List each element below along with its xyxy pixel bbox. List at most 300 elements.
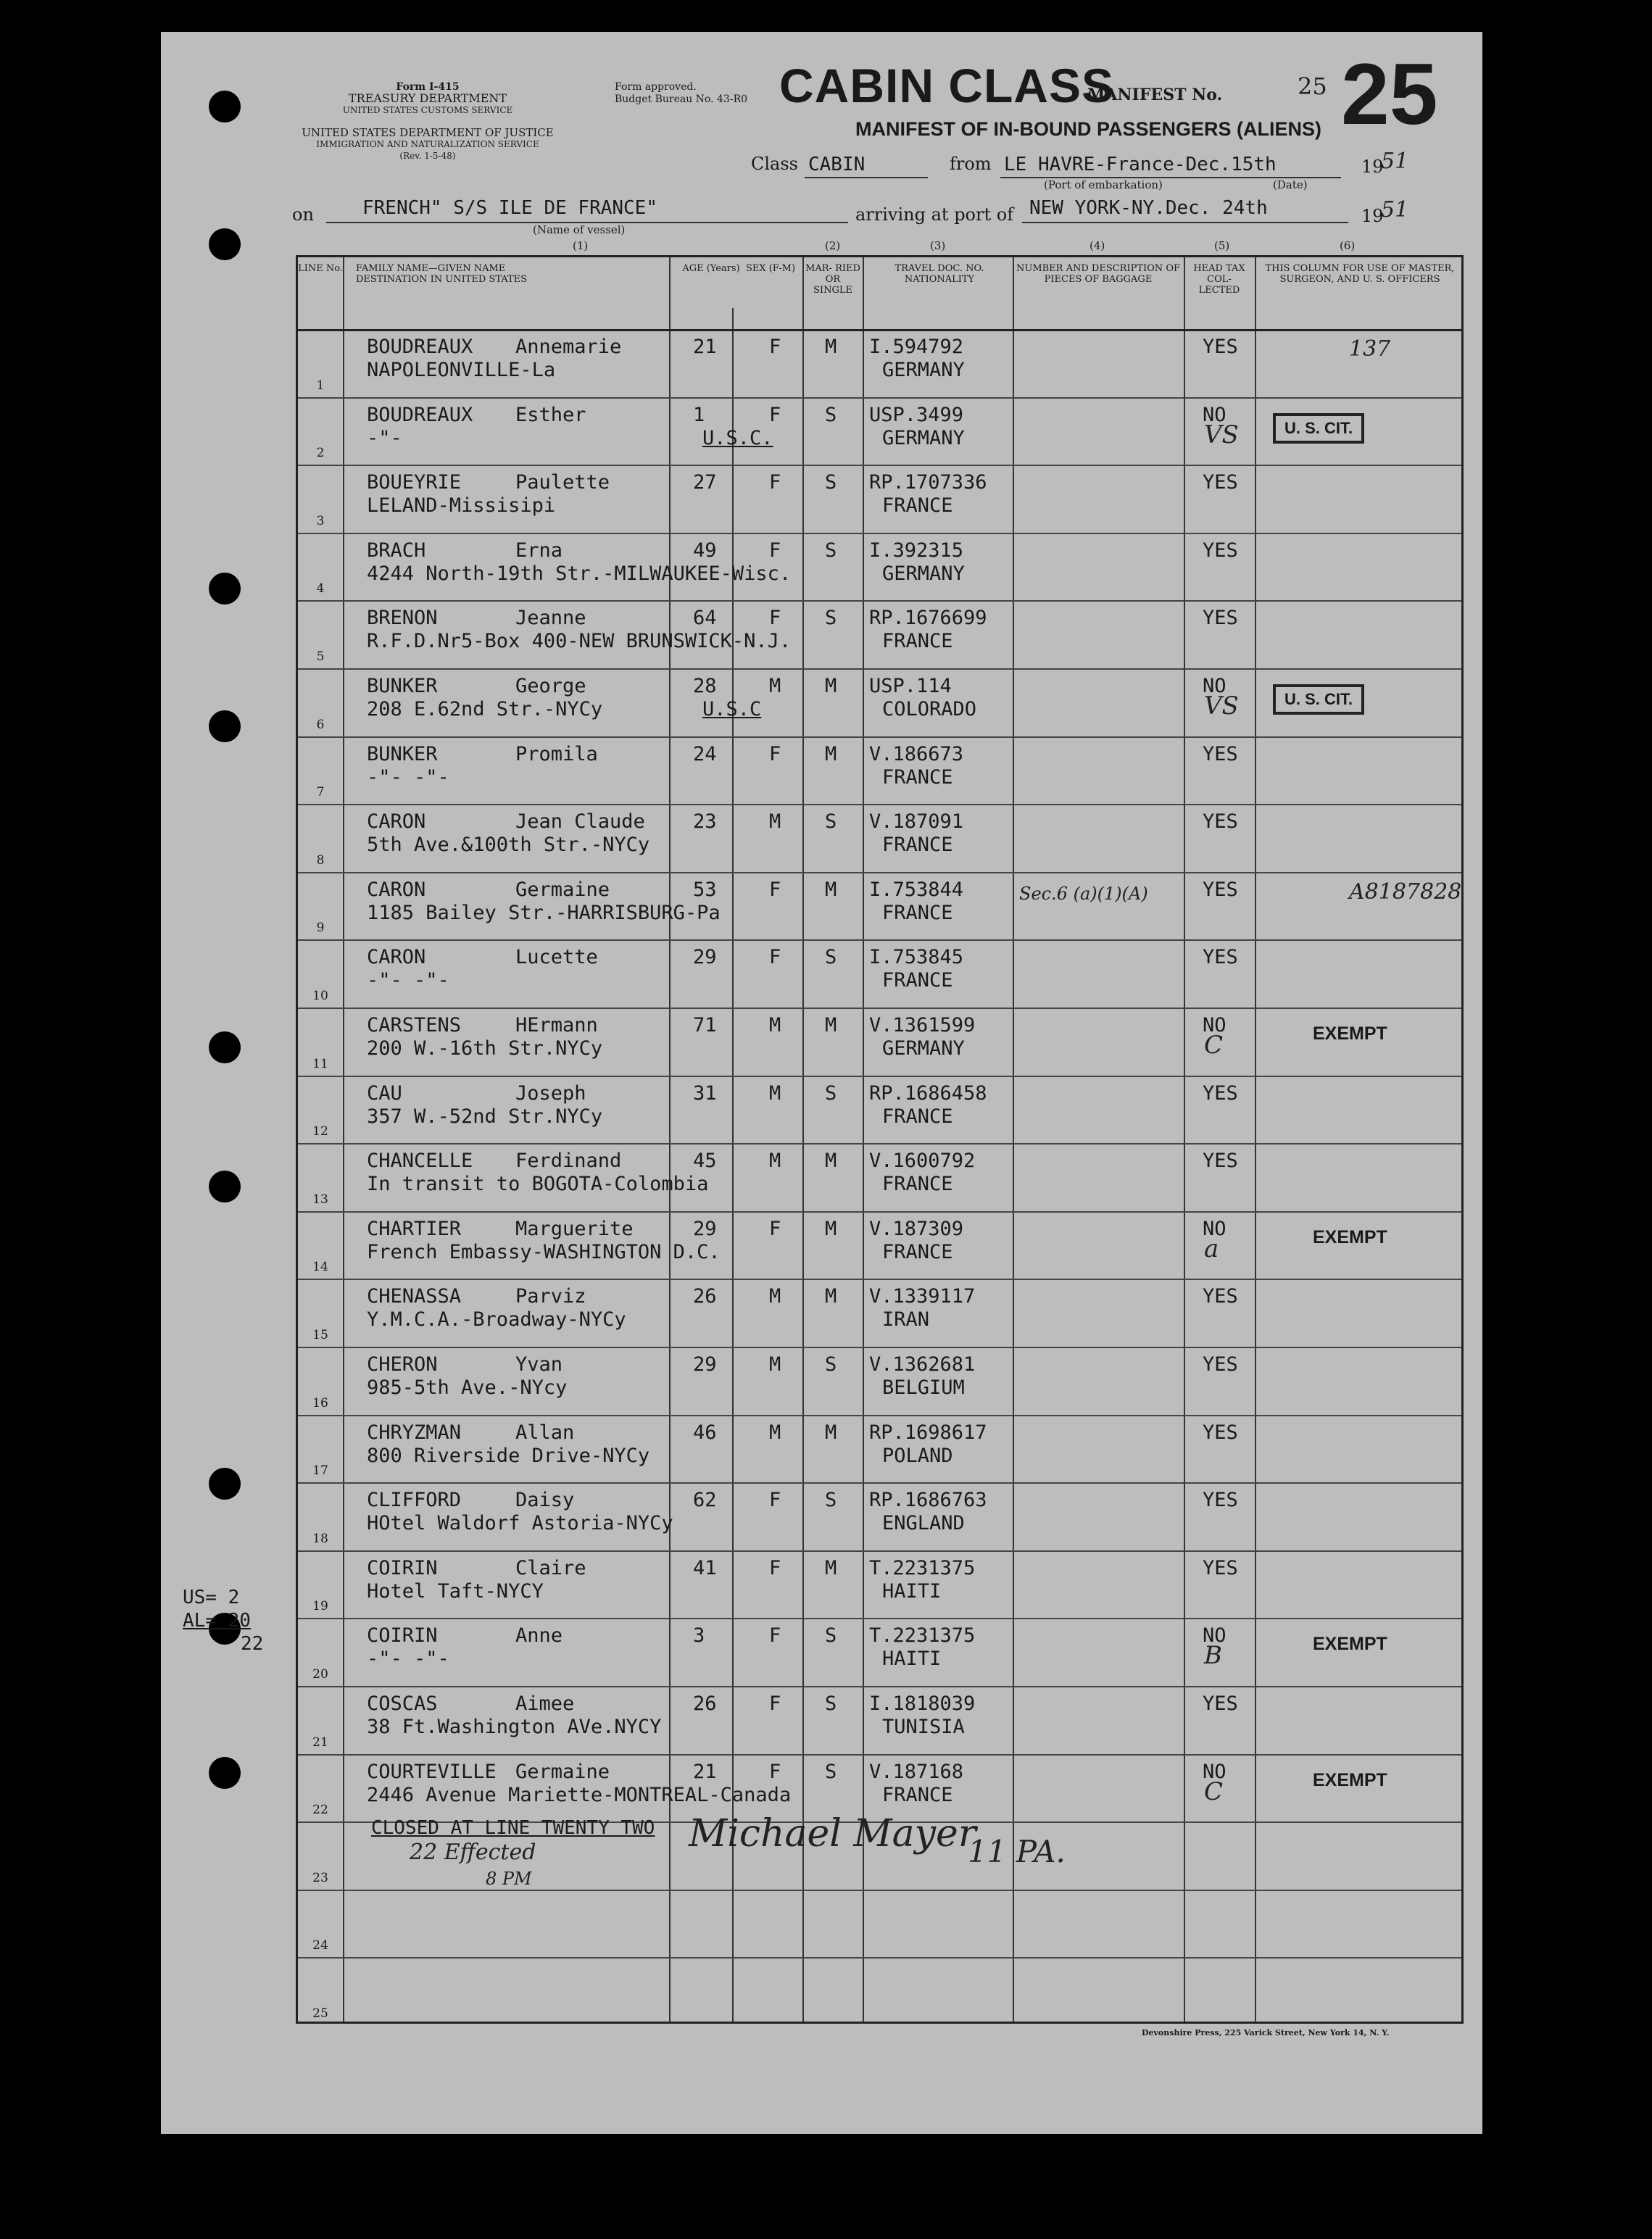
- marital-status: M: [825, 1217, 837, 1240]
- age: 21: [693, 336, 717, 358]
- line-number: 22: [312, 1803, 328, 1818]
- embarkation: LE HAVRE-France-Dec.15th: [1004, 154, 1277, 175]
- col-header-travel: TRAVEL DOC. NO. NATIONALITY: [895, 263, 984, 285]
- age: 23: [693, 810, 717, 834]
- family-name: CHENASSA: [367, 1285, 462, 1308]
- row-divider: [298, 533, 1461, 534]
- given-name: Joseph: [515, 1081, 586, 1105]
- vessel-caption: (Name of vessel): [533, 223, 626, 236]
- travel-doc: V.187168: [869, 1760, 964, 1783]
- travel-doc: RP.1698617: [869, 1421, 987, 1444]
- closing-time-handwritten: 8 PM: [486, 1869, 532, 1889]
- line-number: 4: [316, 581, 325, 597]
- sex: M: [769, 675, 781, 697]
- tally-total: 22: [241, 1633, 264, 1655]
- line-number: 24: [312, 1938, 328, 1953]
- line-number: 8: [316, 852, 325, 868]
- from-label: from: [950, 154, 992, 174]
- marital-status: M: [825, 1421, 837, 1444]
- family-name: CARSTENS: [367, 1014, 462, 1037]
- punch-hole: [209, 1171, 241, 1202]
- given-name: Lucette: [515, 946, 598, 969]
- punch-hole: [209, 228, 241, 260]
- nationality: GERMANY: [882, 1037, 965, 1060]
- nationality: FRANCE: [882, 1240, 953, 1263]
- given-name: Ferdinand: [515, 1150, 622, 1173]
- head-tax: YES: [1203, 878, 1238, 901]
- family-name: CARON: [367, 810, 426, 834]
- officer-signature: Michael Mayer: [689, 1812, 976, 1856]
- family-name: CHERON: [367, 1353, 438, 1376]
- marital-status: M: [825, 742, 837, 765]
- tax-handwritten-mark: a: [1204, 1234, 1219, 1263]
- class-underline: [805, 177, 928, 178]
- head-tax: YES: [1203, 1421, 1238, 1444]
- form-header-left: [290, 81, 565, 116]
- given-name: Erna: [515, 539, 563, 562]
- head-tax: YES: [1203, 1692, 1238, 1715]
- sex: M: [769, 1285, 781, 1308]
- destination: 38 Ft.Washington AVe.NYCY: [367, 1716, 662, 1738]
- nationality: HAITI: [882, 1648, 942, 1671]
- col-number-4: (4): [1089, 239, 1105, 252]
- row-divider: [298, 1415, 1461, 1416]
- travel-doc: T.2231375: [869, 1624, 976, 1648]
- nationality: BELGIUM: [882, 1376, 965, 1399]
- family-name: COIRIN: [367, 1556, 438, 1579]
- marital-status: S: [825, 1081, 837, 1105]
- family-name: CHRYZMAN: [367, 1421, 462, 1444]
- destination: Y.M.C.A.-Broadway-NYCy: [367, 1308, 626, 1332]
- nationality: ENGLAND: [882, 1512, 965, 1535]
- travel-doc: V.1600792: [869, 1150, 976, 1173]
- row-divider: [298, 465, 1461, 466]
- head-tax: YES: [1203, 1081, 1238, 1105]
- head-tax: NO: [1203, 1760, 1226, 1783]
- year-prefix: 19: [1361, 157, 1384, 177]
- age: 21: [693, 1760, 717, 1783]
- exempt-stamp: EXEMPT: [1313, 1023, 1387, 1044]
- destination: 2446 Avenue Mariette-MONTREAL-Canada: [367, 1783, 792, 1806]
- family-name: BOUEYRIE: [367, 471, 462, 494]
- col-header-age: AGE (Years): [682, 263, 740, 274]
- row-divider: [298, 1754, 1461, 1756]
- sex: F: [769, 1760, 781, 1783]
- line-number: 7: [316, 785, 325, 800]
- family-name: BOUDREAUX: [367, 336, 473, 358]
- age: 31: [693, 1081, 717, 1105]
- row-divider: [298, 939, 1461, 941]
- vessel-name: FRENCH" S/S ILE DE FRANCE": [362, 197, 657, 219]
- marital-status: S: [825, 539, 837, 562]
- form-approved: Form approved.: [615, 81, 697, 93]
- nationality: GERMANY: [882, 426, 965, 449]
- row-divider: [298, 1143, 1461, 1145]
- line-number: 6: [316, 717, 325, 732]
- sex: M: [769, 1421, 781, 1444]
- given-name: Paulette: [515, 471, 610, 494]
- travel-doc: I.392315: [869, 539, 964, 562]
- nationality: FRANCE: [882, 969, 953, 992]
- tally-aliens: AL= 20: [183, 1610, 251, 1632]
- age: 29: [693, 1353, 717, 1376]
- marital-status: S: [825, 607, 837, 630]
- marital-status: M: [825, 336, 837, 358]
- nationality: HAITI: [882, 1579, 942, 1603]
- row-divider: [298, 1957, 1461, 1958]
- destination: 1185 Bailey Str.-HARRISBURG-Pa: [367, 901, 721, 924]
- punch-hole: [209, 91, 241, 122]
- destination: LELAND-Missisipi: [367, 494, 556, 518]
- port-caption: (Port of embarkation): [1044, 178, 1163, 191]
- head-tax: YES: [1203, 1150, 1238, 1173]
- officer-note: A8187828: [1349, 878, 1462, 905]
- family-name: CAU: [367, 1081, 402, 1105]
- given-name: Esther: [515, 403, 586, 426]
- marital-status: M: [825, 1150, 837, 1173]
- line-number: 23: [312, 1870, 328, 1885]
- destination: In transit to BOGOTA-Colombia: [367, 1173, 709, 1196]
- head-tax: YES: [1203, 1353, 1238, 1376]
- officer-initials: 11 PA.: [968, 1834, 1066, 1869]
- age: 71: [693, 1014, 717, 1037]
- year-handwritten: 51: [1381, 149, 1409, 174]
- given-name: Anne: [515, 1624, 563, 1648]
- family-name: CARON: [367, 878, 426, 901]
- nationality: FRANCE: [882, 494, 953, 518]
- line-number: 1: [316, 378, 325, 393]
- family-name: CHANCELLE: [367, 1150, 473, 1173]
- row-divider: [298, 1279, 1461, 1280]
- nationality: FRANCE: [882, 765, 953, 789]
- age: 28: [693, 675, 717, 697]
- col-number-2: (2): [825, 239, 841, 252]
- line-number: 25: [312, 2006, 328, 2021]
- nationality: TUNISIA: [882, 1716, 965, 1738]
- head-tax: YES: [1203, 742, 1238, 765]
- destination: HOtel Waldorf Astoria-NYCy: [367, 1512, 673, 1535]
- head-tax: NO: [1203, 675, 1226, 697]
- row-divider: [298, 397, 1461, 399]
- tax-handwritten-mark: C: [1204, 1777, 1224, 1806]
- marital-status: S: [825, 1489, 837, 1512]
- sex: F: [769, 1489, 781, 1512]
- family-name: BRACH: [367, 539, 426, 562]
- line-number: 18: [312, 1531, 328, 1546]
- age: 53: [693, 878, 717, 901]
- sex: M: [769, 810, 781, 834]
- row-divider: [298, 1482, 1461, 1484]
- marital-status: M: [825, 1285, 837, 1308]
- marital-status: S: [825, 1692, 837, 1715]
- family-name: BUNKER: [367, 742, 438, 765]
- exempt-stamp: EXEMPT: [1313, 1634, 1387, 1655]
- year-prefix-2: 19: [1361, 206, 1384, 226]
- customs-service: UNITED STATES CUSTOMS SERVICE: [342, 105, 513, 115]
- destination: 357 W.-52nd Str.NYCy: [367, 1105, 603, 1128]
- family-name: COIRIN: [367, 1624, 438, 1648]
- col-header-line: LINE No.: [298, 263, 343, 274]
- punch-hole: [209, 1757, 241, 1789]
- tax-handwritten-mark: VS: [1204, 691, 1239, 720]
- line-number: 15: [312, 1328, 328, 1342]
- manifest-subtitle: MANIFEST OF IN-BOUND PASSENGERS (ALIENS): [855, 118, 1322, 140]
- age: 41: [693, 1556, 717, 1579]
- marital-status: S: [825, 1760, 837, 1783]
- punch-hole: [209, 573, 241, 605]
- head-tax: YES: [1203, 946, 1238, 969]
- date-caption: (Date): [1273, 178, 1308, 191]
- head-tax: NO: [1203, 403, 1226, 426]
- class-label: Class: [751, 154, 798, 174]
- year-handwritten-2: 51: [1381, 197, 1409, 223]
- tax-handwritten-mark: C: [1204, 1031, 1224, 1060]
- approval-block: [615, 81, 747, 106]
- given-name: Daisy: [515, 1489, 575, 1512]
- punch-hole: [209, 710, 241, 742]
- given-name: Aimee: [515, 1692, 575, 1715]
- revision: (Rev. 1-5-48): [399, 151, 456, 161]
- on-label: on: [292, 204, 314, 225]
- row-divider: [298, 600, 1461, 602]
- exempt-stamp: EXEMPT: [1313, 1769, 1387, 1790]
- tax-handwritten-mark: VS: [1204, 420, 1239, 449]
- age: 46: [693, 1421, 717, 1444]
- row-divider: [298, 1211, 1461, 1213]
- head-tax: YES: [1203, 810, 1238, 834]
- sex: M: [769, 1081, 781, 1105]
- tally-block: [183, 1586, 263, 1656]
- destination: French Embassy-WASHINGTON D.C.: [367, 1240, 721, 1263]
- sex: M: [769, 1150, 781, 1173]
- destination: 4244 North-19th Str.-MILWAUKEE-Wisc.: [367, 562, 792, 585]
- travel-doc: RP.1686458: [869, 1081, 987, 1105]
- destination: -"- -"-: [367, 1648, 449, 1671]
- travel-doc: V.187091: [869, 810, 964, 834]
- col-header-married: MAR- RIED OR SINGLE: [805, 263, 860, 296]
- passenger-table: [296, 255, 1464, 2024]
- travel-doc: USP.114: [869, 675, 952, 697]
- nationality: FRANCE: [882, 630, 953, 653]
- row-divider: [298, 1550, 1461, 1552]
- col-header-sex: SEX (F-M): [745, 263, 796, 274]
- head-tax: YES: [1203, 1556, 1238, 1579]
- col-number-3: (3): [930, 239, 946, 252]
- class-value: CABIN: [808, 154, 866, 175]
- travel-doc: V.186673: [869, 742, 964, 765]
- destination: 5th Ave.&100th Str.-NYCy: [367, 834, 650, 857]
- row-divider: [298, 804, 1461, 805]
- manifest-number-handwritten: 25: [1298, 72, 1327, 100]
- col-number-1: (1): [573, 239, 589, 252]
- head-tax: NO: [1203, 1217, 1226, 1240]
- destination: -"- -"-: [367, 765, 449, 789]
- travel-doc: RP.1686763: [869, 1489, 987, 1512]
- justice-dept: UNITED STATES DEPARTMENT OF JUSTICE: [302, 126, 554, 139]
- family-name: CHARTIER: [367, 1217, 462, 1240]
- given-name: Annemarie: [515, 336, 622, 358]
- age: 29: [693, 1217, 717, 1240]
- line-number: 5: [316, 649, 325, 664]
- printer-credit: Devonshire Press, 225 Varick Street, New York 14, N. Y.: [1142, 2028, 1390, 2037]
- line-number: 11: [312, 1056, 328, 1071]
- destination: -"-: [367, 426, 402, 449]
- head-tax: YES: [1203, 539, 1238, 562]
- sex: F: [769, 878, 781, 901]
- head-tax: YES: [1203, 1489, 1238, 1512]
- given-name: Allan: [515, 1421, 575, 1444]
- destination: R.F.D.Nr5-Box 400-NEW BRUNSWICK-N.J.: [367, 630, 792, 653]
- age: 3: [693, 1624, 705, 1648]
- destination: NAPOLEONVILLE-La: [367, 359, 556, 381]
- nationality: GERMANY: [882, 562, 965, 585]
- us-citizen-stamp: U. S. CIT.: [1273, 684, 1364, 715]
- given-name: Jeanne: [515, 607, 586, 630]
- marital-status: M: [825, 1556, 837, 1579]
- destination: Hotel Taft-NYCY: [367, 1579, 544, 1603]
- nationality: FRANCE: [882, 901, 953, 924]
- us-citizen-note: U.S.C: [702, 698, 762, 720]
- age: 64: [693, 607, 717, 630]
- line-number: 17: [312, 1463, 328, 1479]
- travel-doc: I.753844: [869, 878, 964, 901]
- us-citizen-note: U.S.C.: [702, 426, 773, 449]
- head-tax: YES: [1203, 336, 1238, 358]
- row-divider: [298, 1686, 1461, 1687]
- marital-status: M: [825, 1014, 837, 1037]
- family-name: COURTEVILLE: [367, 1760, 497, 1783]
- col-header-officers: THIS COLUMN FOR USE OF MASTER, SURGEON, AND U. S. OFFICERS: [1265, 263, 1455, 285]
- age: 27: [693, 471, 717, 494]
- row-divider: [298, 1008, 1461, 1009]
- arrival-underline: [1022, 222, 1348, 223]
- col-number-6: (6): [1340, 239, 1356, 252]
- sex: F: [769, 1624, 781, 1648]
- marital-status: S: [825, 403, 837, 426]
- sex: F: [769, 539, 781, 562]
- destination: 200 W.-16th Str.NYCy: [367, 1037, 603, 1060]
- row-divider: [298, 1618, 1461, 1619]
- sex: F: [769, 471, 781, 494]
- tally-us: US= 2: [183, 1587, 240, 1608]
- sex: F: [769, 403, 781, 426]
- line-number: 20: [312, 1667, 328, 1682]
- tax-handwritten-mark: B: [1204, 1641, 1222, 1671]
- baggage-note: Sec.6 (a)(1)(A): [1019, 883, 1148, 904]
- destination: 208 E.62nd Str.-NYCy: [367, 698, 603, 720]
- budget-bureau: Budget Bureau No. 43-R0: [615, 94, 748, 105]
- given-name: Germaine: [515, 1760, 610, 1783]
- marital-status: M: [825, 675, 837, 697]
- sex: M: [769, 1014, 781, 1037]
- marital-status: M: [825, 878, 837, 901]
- nationality: IRAN: [882, 1308, 930, 1332]
- row-divider: [298, 872, 1461, 873]
- closing-line: CLOSED AT LINE TWENTY TWO: [371, 1817, 655, 1839]
- treasury-dept: TREASURY DEPARTMENT: [348, 91, 507, 105]
- form-number: Form I-415: [396, 81, 460, 93]
- nationality: FRANCE: [882, 1173, 953, 1196]
- sex: F: [769, 1692, 781, 1715]
- punch-hole: [209, 1031, 241, 1063]
- row-divider: [298, 1076, 1461, 1077]
- sex: F: [769, 1556, 781, 1579]
- sex: F: [769, 742, 781, 765]
- destination: 800 Riverside Drive-NYCy: [367, 1444, 650, 1467]
- travel-doc: RP.1707336: [869, 471, 987, 494]
- travel-doc: I.1818039: [869, 1692, 976, 1715]
- travel-doc: V.1362681: [869, 1353, 976, 1376]
- given-name: Claire: [515, 1556, 586, 1579]
- marital-status: S: [825, 946, 837, 969]
- cabin-class-title: CABIN CLASS: [779, 59, 1115, 112]
- row-divider: [298, 1347, 1461, 1348]
- line-number: 3: [316, 513, 325, 528]
- marital-status: S: [825, 810, 837, 834]
- nationality: COLORADO: [882, 698, 977, 720]
- nationality: POLAND: [882, 1444, 953, 1467]
- line-number: 16: [312, 1395, 328, 1411]
- head-tax: YES: [1203, 471, 1238, 494]
- sex: F: [769, 336, 781, 358]
- arrival-port: NEW YORK-NY.Dec. 24th: [1029, 197, 1268, 219]
- age: 62: [693, 1489, 717, 1512]
- line-number: 13: [312, 1192, 328, 1207]
- nationality: FRANCE: [882, 1783, 953, 1806]
- head-tax: YES: [1203, 607, 1238, 630]
- family-name: BRENON: [367, 607, 438, 630]
- nationality: FRANCE: [882, 1105, 953, 1128]
- row-divider: [298, 736, 1461, 738]
- given-name: Germaine: [515, 878, 610, 901]
- head-tax: NO: [1203, 1014, 1226, 1037]
- given-name: Yvan: [515, 1353, 563, 1376]
- marital-status: S: [825, 1624, 837, 1648]
- family-name: BUNKER: [367, 675, 438, 697]
- family-name: BOUDREAUX: [367, 403, 473, 426]
- destination: -"- -"-: [367, 969, 449, 992]
- line-number: 12: [312, 1124, 328, 1139]
- manifest-label: MANIFEST No.: [1087, 86, 1223, 104]
- closing-handwritten: 22 Effected: [410, 1840, 536, 1865]
- ins-service: IMMIGRATION AND NATURALIZATION SERVICE: [316, 139, 539, 149]
- line-number: 19: [312, 1599, 328, 1614]
- given-name: Marguerite: [515, 1217, 634, 1240]
- age: 29: [693, 946, 717, 969]
- sex: F: [769, 607, 781, 630]
- given-name: Promila: [515, 742, 598, 765]
- family-name: CLIFFORD: [367, 1489, 462, 1512]
- travel-doc: USP.3499: [869, 403, 964, 426]
- punch-hole: [209, 1468, 241, 1500]
- age: 24: [693, 742, 717, 765]
- head-tax: YES: [1203, 1285, 1238, 1308]
- age: 26: [693, 1692, 717, 1715]
- age: 45: [693, 1150, 717, 1173]
- col-header-baggage: NUMBER AND DESCRIPTION OF PIECES OF BAGGAGE: [1016, 263, 1180, 285]
- line-number: 2: [316, 446, 325, 461]
- travel-doc: RP.1676699: [869, 607, 987, 630]
- sex: F: [769, 946, 781, 969]
- line-number: 14: [312, 1260, 328, 1275]
- travel-doc: V.1361599: [869, 1014, 976, 1037]
- col-number-5: (5): [1214, 239, 1230, 252]
- exempt-stamp: EXEMPT: [1313, 1226, 1387, 1247]
- sex: M: [769, 1353, 781, 1376]
- travel-doc: V.187309: [869, 1217, 964, 1240]
- age: 49: [693, 539, 717, 562]
- travel-doc: I.594792: [869, 336, 964, 358]
